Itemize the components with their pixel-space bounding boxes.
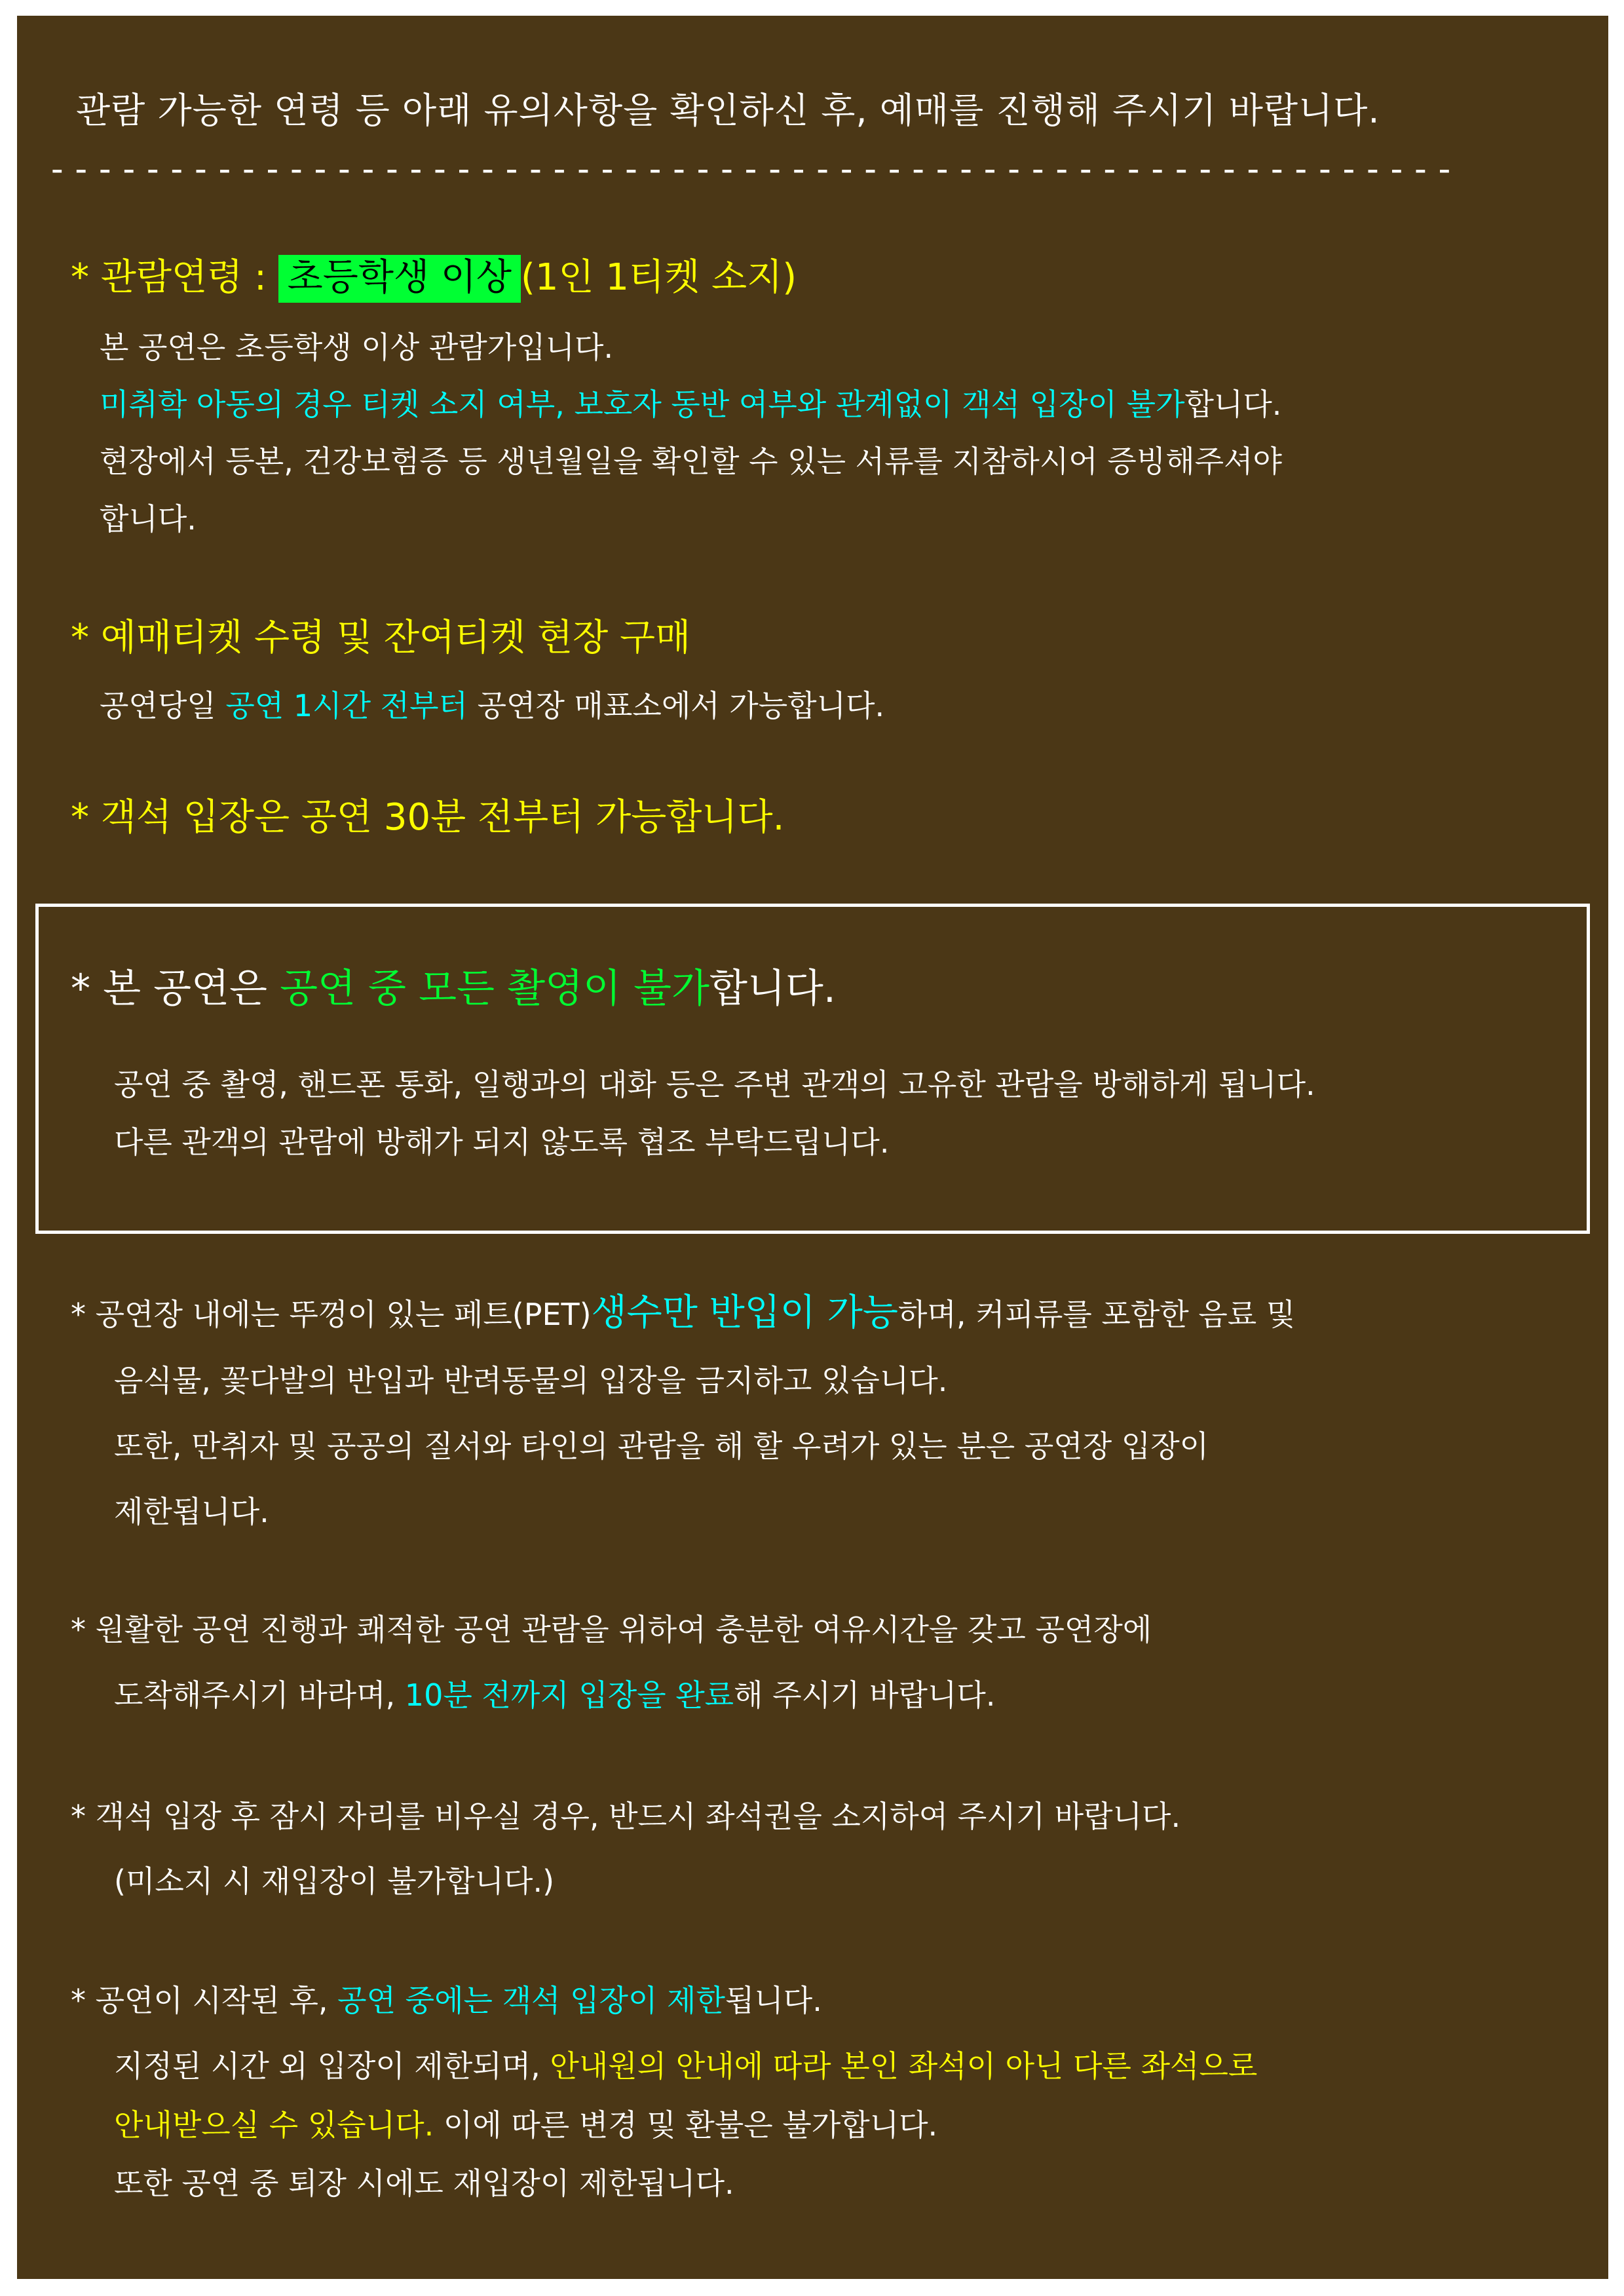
photo-post: 합니다. bbox=[709, 966, 836, 1012]
late-line-4: 또한 공연 중 퇴장 시에도 재입장이 제한됩니다. bbox=[114, 2166, 734, 2201]
page-title: 관람 가능한 연령 등 아래 유의사항을 확인하신 후, 예매를 진행해 주시기 바랍니다. bbox=[76, 90, 1380, 131]
arrival-line-2 bbox=[114, 1677, 996, 1713]
age-label: * 관람연령 : bbox=[71, 256, 278, 299]
food-line-2: 음식물, 꽃다발의 반입과 반려동물의 입장을 금지하고 있습니다. bbox=[114, 1363, 948, 1398]
food-line-3: 또한, 만취자 및 공공의 질서와 타인의 관람을 해 할 우려가 있는 분은 공연장 입장이 bbox=[114, 1428, 1209, 1464]
ticket-post: 공연장 매표소에서 가능합니다. bbox=[467, 688, 885, 723]
arrival-post: 해 주시기 바랍니다. bbox=[734, 1677, 996, 1713]
photo-line-2: 다른 관객의 관람에 방해가 되지 않도록 협조 부탁드립니다. bbox=[114, 1124, 890, 1160]
age-heading bbox=[71, 256, 797, 299]
food-pre: * 공연장 내에는 뚜껑이 있는 페트(PET) bbox=[71, 1297, 592, 1332]
photo-pre: * 본 공연은 bbox=[71, 966, 280, 1012]
ticket-heading: * 예매티켓 수령 및 잔여티켓 현장 구매 bbox=[71, 617, 691, 659]
late-line-1 bbox=[71, 1985, 822, 2016]
entry-heading: * 객석 입장은 공연 30분 전부터 가능합니다. bbox=[71, 796, 785, 839]
photo-restriction: 공연 중 모든 촬영이 불가 bbox=[280, 966, 709, 1012]
food-line-1 bbox=[71, 1292, 1296, 1334]
arrival-deadline: 10분 전까지 입장을 완료 bbox=[404, 1677, 734, 1713]
ticket-time: 공연 1시간 전부터 bbox=[225, 688, 468, 723]
age-line-4: 합니다. bbox=[100, 501, 197, 537]
age-line-2-rest: 합니다. bbox=[1184, 387, 1282, 422]
age-line-2 bbox=[100, 387, 1282, 422]
late-pre: * 공연이 시작된 후, bbox=[71, 1983, 338, 2018]
late-line-3 bbox=[114, 2107, 938, 2143]
late-usher-note-cont: 안내받으실 수 있습니다. bbox=[114, 2107, 434, 2143]
late-line-3-post: 이에 따른 변경 및 환불은 불가합니다. bbox=[434, 2107, 938, 2143]
age-suffix: (1인 1티켓 소지) bbox=[521, 256, 797, 299]
age-highlight: 초등학생 이상 bbox=[278, 255, 521, 303]
late-usher-note: 안내원의 안내에 따라 본인 좌석이 아닌 다른 좌석으로 bbox=[550, 2048, 1258, 2084]
photo-line-1: 공연 중 촬영, 핸드폰 통화, 일행과의 대화 등은 주변 관객의 고유한 관람을 방해하게 됩니다. bbox=[114, 1067, 1315, 1102]
late-post: 됩니다. bbox=[725, 1983, 822, 2018]
photo-heading bbox=[71, 966, 836, 1012]
notice-panel bbox=[17, 16, 1608, 2279]
food-allowed: 생수만 반입이 가능 bbox=[591, 1292, 898, 1334]
arrival-pre: 도착해주시기 바라며, bbox=[114, 1677, 405, 1713]
ticket-line bbox=[100, 688, 885, 723]
late-restriction: 공연 중에는 객석 입장이 제한 bbox=[337, 1983, 725, 2018]
age-line-3: 현장에서 등본, 건강보험증 등 생년월일을 확인할 수 있는 서류를 지참하시어 증빙해주셔야 bbox=[100, 444, 1282, 479]
seat-line-2: (미소지 시 재입장이 불가합니다.) bbox=[114, 1864, 555, 1899]
ticket-pre: 공연당일 bbox=[100, 688, 226, 723]
late-line-2 bbox=[114, 2048, 1258, 2084]
seat-line-1: * 객석 입장 후 잠시 자리를 비우실 경우, 반드시 좌석권을 소지하여 주시기 바랍니다. bbox=[71, 1799, 1181, 1834]
age-restriction: 미취학 아동의 경우 티켓 소지 여부, 보호자 동반 여부와 관계없이 객석 입장이 불가 bbox=[100, 387, 1185, 422]
food-post: 하며, 커피류를 포함한 음료 및 bbox=[897, 1297, 1296, 1332]
food-line-4: 제한됩니다. bbox=[114, 1494, 269, 1529]
age-line-1: 본 공연은 초등학생 이상 관람가입니다. bbox=[100, 330, 614, 365]
late-line-2-pre: 지정된 시간 외 입장이 제한되며, bbox=[114, 2048, 550, 2084]
divider: ----------------------------------------------------------- bbox=[47, 148, 1458, 189]
arrival-line-1: * 원활한 공연 진행과 쾌적한 공연 관람을 위하여 충분한 여유시간을 갖고 공연장에 bbox=[71, 1612, 1152, 1647]
